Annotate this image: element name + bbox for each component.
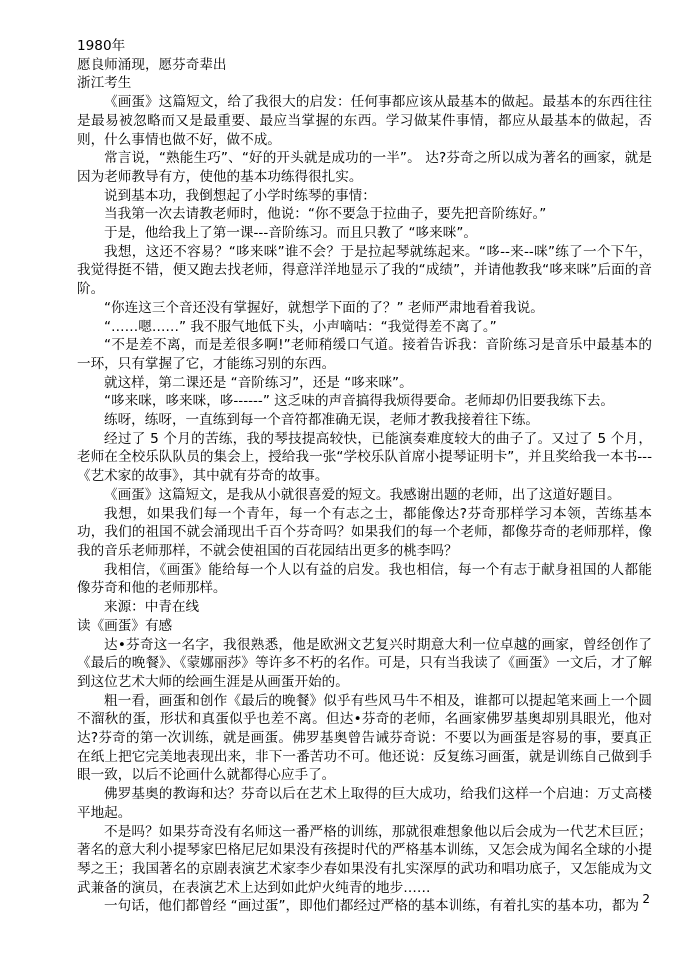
essay-author: 浙江考生 [77,75,132,92]
essay2-title: 读《画蛋》有感 [77,617,173,634]
essay1-paragraph: 常言说，“熟能生巧”、“好的开头就是成功的一半”。 达?芬奇之所以成为著名的画家，就是因为老师教导有方，使他的基本功练得很扎实。 [77,150,652,185]
essay1-paragraph: 于是，他给我上了第一课---音阶练习。而且只教了 “哆来咪”。 [104,225,477,242]
essay1-paragraph: 练呀，练呀，一直练到每一个音符都准确无误，老师才教我接着往下练。 [104,412,539,429]
essay2-paragraph: 佛罗基奥的教诲和达？芬奇以后在艺术上取得的巨大成功，给我们这样一个启迪：万丈高楼平地起。 [77,786,652,821]
essay1-paragraph: 《画蛋》这篇短文，给了我很大的启发：任何事都应该从最基本的做起。最基本的东西往往是最易被忽略而又是最重要、最应当掌握的东西。学习做某件事情，都应从最基本的做起，否则，什么事情也做不好，做不成。 [77,94,652,148]
essay1-paragraph: 《画蛋》这篇短文，是我从小就很喜爱的短文。我感谢出题的老师，出了这道好题目。 [104,486,621,503]
page-number: 2 [642,892,650,906]
essay1-paragraph: 当我第一次去请教老师时，他说：“你不要急于拉曲子，要先把音阶练好。” [104,206,547,223]
essay1-paragraph: 经过了 5 个月的苦练，我的琴技提高较快，已能演奏难度较大的曲子了。又过了 5 个月，老师在全校乐队队员的集会上，授给我一张“学校乐队首席小提琴证明卡”，并且奖给我一本书---《艺术家的故事》，其中就有芬奇的故事。 [77,430,652,485]
essay1-paragraph: 就这样，第二课还是 “音阶练习”，还是 “哆来咪”。 [104,374,413,391]
essay2-paragraph: 一句话，他们都曾经 “画过蛋”，即他们都经过严格的基本训练，有着扎实的基本功，都为 [104,898,639,915]
essay1-paragraph: 我想，这还不容易？“哆来咪”谁不会？于是拉起琴就练起来。“哆--来--咪”练了一个下午，我觉得挺不错，便又跑去找老师，得意洋洋地显示了我的“成绩”，并请他教我“哆来咪”后面的音阶。 [77,243,652,298]
source-line: 来源：中青在线 [104,599,200,616]
essay1-paragraph: 我相信，《画蛋》能给每一个人以有益的启发。我也相信，每一个有志于献身祖国的人都能像芬奇和他的老师那样。 [77,561,652,597]
essay1-paragraph: 我想，如果我们每一个青年，每一个有志之士，都能像达?芬奇那样学习本领，苦练基本功，我们的祖国不就会涌现出千百个芬奇吗？如果我们的每一个老师，都像芬奇的老师那样，像我的音乐老师那样，不就会使祖国的百花园结出更多的桃李吗？ [77,505,652,559]
essay1-paragraph: “……嗯……” 我不服气地低下头，小声嘀咕：“我觉得差不离了。” [104,318,497,335]
essay2-paragraph: 达•芬奇这一名字，我很熟悉，他是欧洲文艺复兴时期意大利一位卓越的画家，曾经创作了《最后的晚餐》、《蒙娜丽莎》等许多不朽的名作。可是，只有当我读了《画蛋》一文后，才了解到这位艺术大师的绘画生涯是从画蛋开始的。 [77,636,652,690]
essay1-paragraph: 说到基本功，我倒想起了小学时练琴的事情： [104,187,376,204]
essay-year: 1980年 [77,38,126,54]
essay1-paragraph: “你连这三个音还没有掌握好，就想学下面的了？” 老师严肃地看着我说。 [104,299,544,316]
essay1-paragraph: “不是差不离，而是差很多啊!”老师稍缓口气道。接着告诉我：音阶练习是音乐中最基本的一环，只有掌握了它，才能练习别的东西。 [77,337,652,372]
essay2-paragraph: 不是吗？如果芬奇没有名师这一番严格的训练，那就很难想象他以后会成为一代艺术巨匠；著名的意大利小提琴家巴格尼尼如果没有孩提时代的严格基本训练，又怎会成为闻名全球的小提琴之王；我国著名的京剧表演艺术家李少春如果没有扎实深厚的武功和唱功底子，又怎能成为文武兼备的演员，在表演艺术上达到如此炉火纯青的地步…… [77,823,652,896]
essay-title: 愿良师涌现，愿芬奇辈出 [77,56,227,73]
document-page [77,37,652,916]
essay1-paragraph: “哆来咪，哆来咪，哆------” 这乏味的声音搞得我烦得要命。老师却仍旧要我练下去。 [104,393,615,410]
essay2-paragraph: 粗一看，画蛋和创作《最后的晚餐》似乎有些风马牛不相及，谁都可以提起笔来画上一个圆不溜秋的蛋，形状和真蛋似乎也差不离。但达•芬奇的老师，名画家佛罗基奥却别具眼光，他对达?芬奇的第一次训练，就是画蛋。佛罗基奥曾告诫芬奇说：不要以为画蛋是容易的事，要真正在纸上把它完美地表现出来，非下一番苦功不可。他还说：反复练习画蛋，就是训练自己做到手眼一致，以后不论画什么就都得心应手了。 [77,692,652,784]
